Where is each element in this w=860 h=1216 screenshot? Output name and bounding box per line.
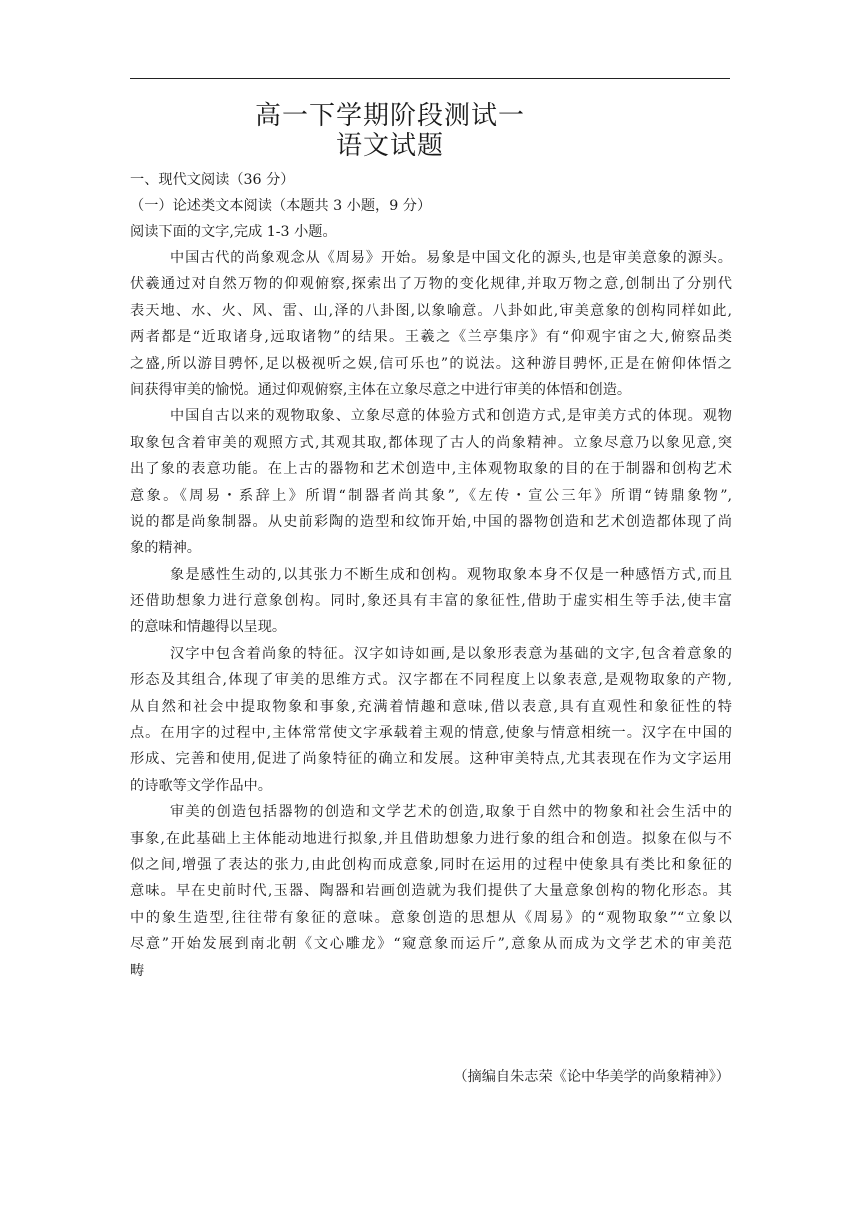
paragraph-line: 事象,在此基础上主体能动地进行拟象,并且借助想象力进行象的组合和创造。拟象在似与不 [130, 830, 732, 847]
paragraph-line: 的诗歌等文学作品中。 [130, 777, 272, 794]
passage-paragraph [130, 245, 732, 403]
paragraph-line: 形态及其组合,体现了审美的思维方式。汉字都在不同程度上以象表意,是观物取象的产物, [130, 672, 732, 689]
document-body [130, 167, 732, 984]
reading-instruction: 阅读下面的文字,完成 1-3 小题。 [130, 224, 337, 240]
passage-source: （摘编自朱志荣《论中华美学的尚象精神》） [453, 1069, 730, 1085]
header-rule [130, 78, 730, 79]
passage-paragraph [130, 799, 732, 984]
paragraph-line: 象是感性生动的,以其张力不断生成和创构。观物取象本身不仅是一种感悟方式,而且 [170, 566, 732, 583]
paragraph-line: 说的都是尚象制器。从史前彩陶的造型和纹饰开始,中国的器物创造和艺术创造都体现了尚 [130, 513, 732, 530]
paragraph-line: 意味。早在史前时代,玉器、陶器和岩画创造就为我们提供了大量意象创构的物化形态。其 [130, 883, 732, 900]
paragraph-line: 之盛,所以游目骋怀,足以极视听之娱,信可乐也”的说法。这种游目骋怀,正是在俯仰体悟之 [130, 355, 732, 372]
paragraph-line: 似之间,增强了表达的张力,由此创构而成意象,同时在运用的过程中使象具有类比和象征的 [130, 856, 732, 873]
paragraph-line: 的意味和情趣得以呈现。 [130, 619, 287, 636]
passage-paragraph [130, 403, 732, 561]
paragraph-line: 表天地、水、火、风、雷、山,泽的八卦图,以象喻意。八卦如此,审美意象的创构同样如此, [130, 302, 732, 319]
passage-paragraph [130, 641, 732, 799]
passage-paragraph [130, 562, 732, 641]
paragraph-line: 两者都是“近取诸身,远取诸物”的结果。王羲之《兰亭集序》有“仰观宇宙之大,俯察品类 [130, 329, 732, 346]
paragraph-line: 畴 [130, 962, 145, 979]
paragraph-line: 中的象生造型,往往带有象征的意味。意象创造的思想从《周易》的“观物取象”“立象以 [130, 909, 732, 926]
paragraph-line: 伏羲通过对自然万物的仰观俯察,探索出了万物的变化规律,并取万物之意,创制出了分别代 [130, 276, 732, 293]
paragraph-line: 从自然和社会中提取物象和事象,充满着情趣和意味,借以表意,具有直观性和象征性的特 [130, 698, 732, 715]
paragraph-line: 中国古代的尚象观念从《周易》开始。易象是中国文化的源头,也是审美意象的源头。 [170, 250, 732, 266]
paragraph-line: 出了象的表意功能。在上古的器物和艺术创造中,主体观物取象的目的在于制器和创构艺术 [130, 461, 732, 478]
paragraph-line: 象的精神。 [130, 540, 201, 557]
paragraph-line: 间获得审美的愉悦。通过仰观俯察,主体在立象尽意之中进行审美的体悟和创造。 [130, 381, 632, 398]
exam-title: 高一下学期阶段测试一 [254, 101, 525, 131]
paragraph-line: 还借助想象力进行意象创构。同时,象还具有丰富的象征性,借助于虚实相生等手法,使丰富 [130, 593, 732, 610]
paragraph-line: 取象包含着审美的观照方式,其观其取,都体现了古人的尚象精神。立象尽意乃以象见意,突 [130, 434, 732, 451]
paragraph-line: 形成、完善和使用,促进了尚象特征的确立和发展。这种审美特点,尤其表现在作为文字运用 [130, 751, 732, 768]
passage [130, 245, 732, 984]
paragraph-line: 点。在用字的过程中,主体常常使文字承载着主观的情意,使象与情意相统一。汉字在中国的 [130, 725, 732, 742]
paragraph-line: 审美的创造包括器物的创造和文学艺术的创造,取象于自然中的物象和社会生活中的 [170, 804, 732, 821]
paragraph-line: 中国自古以来的观物取象、立象尽意的体验方式和创造方式,是审美方式的体现。观物 [170, 408, 732, 425]
section-heading: 一、现代文阅读（36 分） [130, 172, 295, 188]
paragraph-line: 意象。《周易・系辞上》所谓“制器者尚其象”,《左传・宣公三年》所谓“铸鼎象物”, [130, 487, 732, 504]
paragraph-line: 汉字中包含着尚象的特征。汉字如诗如画,是以象形表意为基础的文字,包含着意象的 [170, 645, 732, 662]
exam-subtitle: 语文试题 [335, 131, 444, 161]
paragraph-line: 尽意”开始发展到南北朝《文心雕龙》“窥意象而运斤”,意象从而成为文学艺术的审美范 [130, 936, 732, 953]
subsection-heading: （一）论述类文本阅读（本题共 3 小题，9 分） [130, 198, 432, 214]
